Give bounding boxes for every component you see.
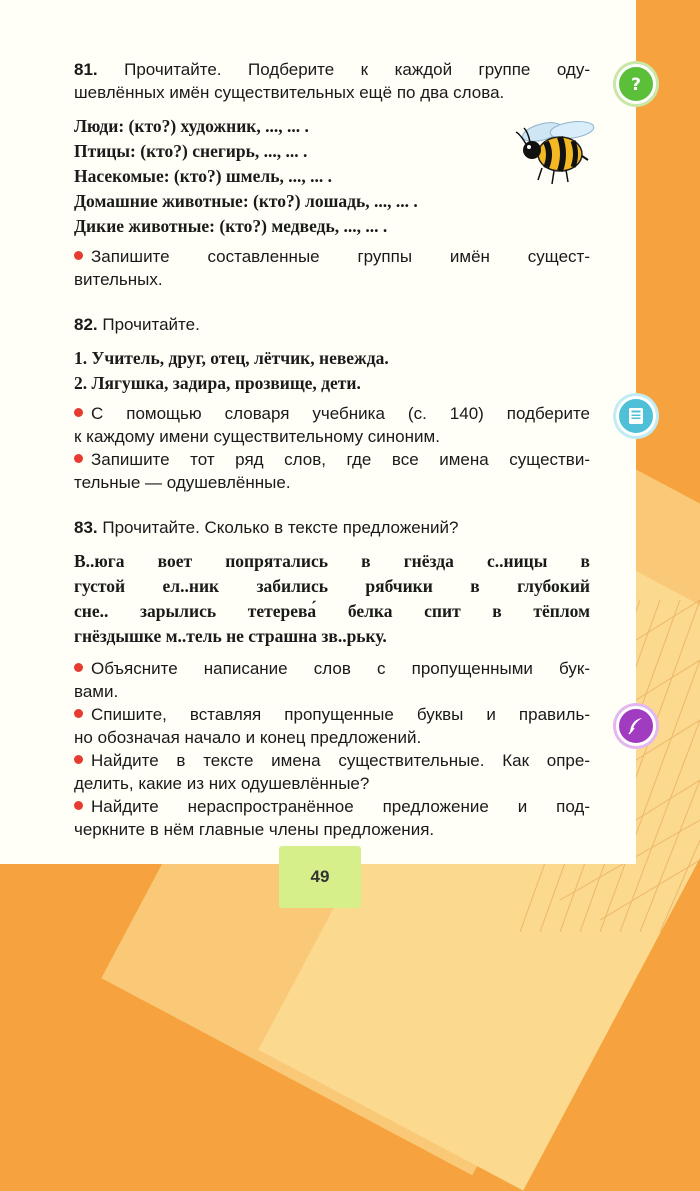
bullet-dot bbox=[74, 408, 83, 417]
bullet-continuation: к каждому имени существительному синоним. bbox=[74, 427, 440, 446]
example-line: 2. Лягушка, задира, прозвище, дети. bbox=[74, 373, 361, 393]
bullet-dot bbox=[74, 709, 83, 718]
question-mark-icon bbox=[616, 64, 656, 104]
bullet-continuation: тельные — одушевлённые. bbox=[74, 473, 291, 492]
bullet-continuation: делить, какие из них одушевлённые? bbox=[74, 774, 370, 793]
task-81-text: Прочитайте. Подберите к каждой группе оду- bbox=[97, 60, 590, 79]
dictation-line: густой ел..ник забились рябчики в глубокий bbox=[74, 576, 590, 596]
task-82-text: Прочитайте. bbox=[97, 315, 200, 334]
example-line: Домашние животные: (кто?) лошадь, ..., ... . bbox=[74, 191, 418, 211]
bullet-item bbox=[74, 448, 590, 471]
example-line: Люди: (кто?) художник, ..., ... . bbox=[74, 116, 309, 136]
dictation-line: гнёздышке м..тель не страшна зв..рьку. bbox=[74, 626, 387, 646]
bumblebee-icon bbox=[512, 116, 600, 188]
bullet-dot bbox=[74, 755, 83, 764]
bullet-text: Запишите тот ряд слов, где все имена существи- bbox=[91, 450, 590, 469]
bullet-item bbox=[74, 703, 590, 726]
bullet-item bbox=[74, 402, 590, 425]
dictionary-icon bbox=[616, 396, 656, 436]
page-number: 49 bbox=[279, 846, 361, 908]
bullet-text: Найдите нераспространённое предложение и под- bbox=[91, 797, 590, 816]
task-83-title bbox=[74, 516, 590, 539]
bullet-text: Спишите, вставляя пропущенные буквы и правиль- bbox=[91, 705, 590, 724]
bullet-item bbox=[74, 245, 590, 268]
bullet-item bbox=[74, 749, 590, 772]
example-line: Дикие животные: (кто?) медведь, ..., ... . bbox=[74, 216, 388, 236]
bullet-dot bbox=[74, 251, 83, 260]
bullet-continuation: вительных. bbox=[74, 270, 163, 289]
feather-pen-icon bbox=[616, 706, 656, 746]
bullet-text: Объясните написание слов с пропущенными бук- bbox=[91, 659, 590, 678]
bullet-continuation: черкните в нём главные члены предложения. bbox=[74, 820, 435, 839]
bullet-text: Запишите составленные группы имён сущест- bbox=[91, 247, 590, 266]
dictation-line: сне.. зарылись тетерева́ белка спит в тёплом bbox=[74, 601, 590, 621]
example-line: Птицы: (кто?) снегирь, ..., ... . bbox=[74, 141, 308, 161]
task-83-text: Прочитайте. Сколько в тексте предложений? bbox=[97, 518, 459, 537]
task-83-number: 83. bbox=[74, 518, 98, 537]
svg-text:?: ? bbox=[631, 75, 641, 95]
task-81-number: 81. bbox=[74, 60, 98, 79]
bullet-dot bbox=[74, 801, 83, 810]
task-82-number: 82. bbox=[74, 315, 98, 334]
bullet-item bbox=[74, 657, 590, 680]
bullet-continuation: вами. bbox=[74, 682, 119, 701]
bullet-item bbox=[74, 795, 590, 818]
bullet-text: Найдите в тексте имена существительные. Как опре- bbox=[91, 751, 590, 770]
bullet-text: С помощью словаря учебника (с. 140) подберите bbox=[91, 404, 590, 423]
task-82-title bbox=[74, 313, 590, 336]
example-line: Насекомые: (кто?) шмель, ..., ... . bbox=[74, 166, 332, 186]
bullet-continuation: но обозначая начало и конец предложений. bbox=[74, 728, 422, 747]
task-81-line-1 bbox=[74, 58, 590, 81]
example-line: 1. Учитель, друг, отец, лётчик, невежда. bbox=[74, 348, 389, 368]
bullet-dot bbox=[74, 454, 83, 463]
bullet-dot bbox=[74, 663, 83, 672]
dictation-line: В..юга воет попрятались в гнёзда с..ницы в bbox=[74, 551, 590, 571]
task-81-line-2: шевлённых имён существительных ещё по два слова. bbox=[74, 83, 505, 102]
